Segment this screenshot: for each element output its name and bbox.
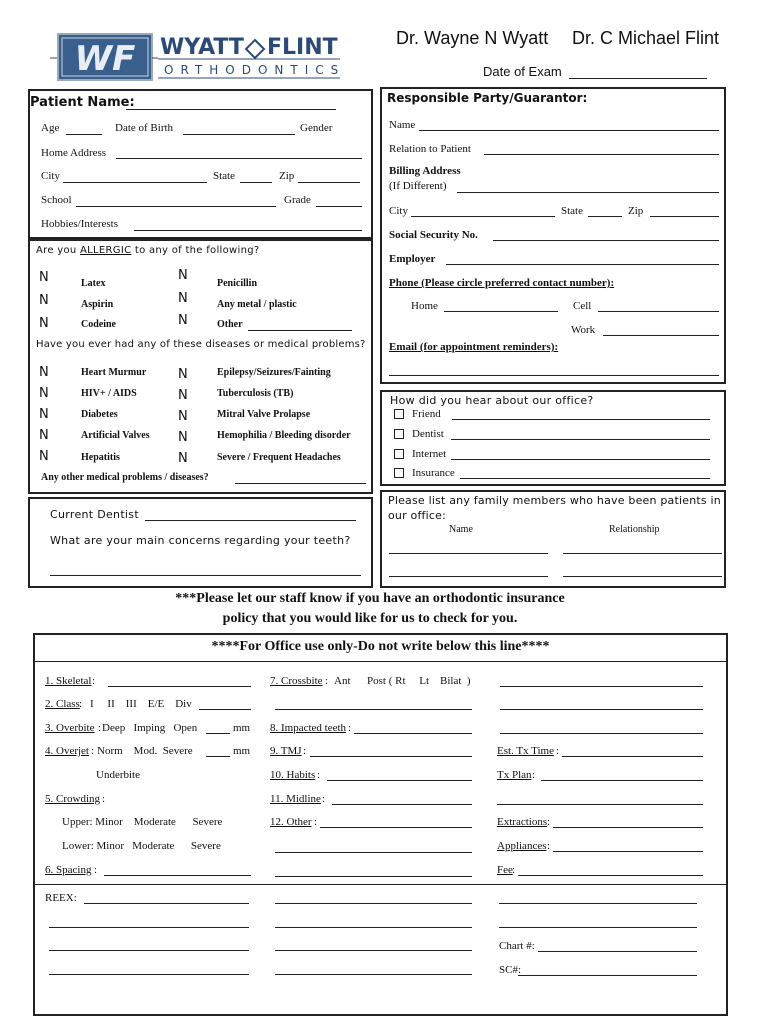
disease-diabetes: Diabetes (81, 409, 118, 420)
checkbox-dentist[interactable] (394, 429, 404, 439)
appliances-field[interactable] (553, 851, 703, 852)
allergy-latex: Latex (81, 278, 106, 289)
reex-label: REEX: (45, 892, 77, 904)
brand-wyatt: WYATT (160, 35, 244, 60)
allergy-question-post: to any of the following? (131, 245, 260, 256)
div-field[interactable] (199, 709, 251, 710)
concerns-label: What are your main concerns regarding your teeth? (50, 534, 351, 547)
family-title: Please list any family members who have been patients in our office: (388, 494, 721, 522)
patient-info-box (28, 89, 373, 239)
family-col-relationship: Relationship (609, 524, 660, 535)
overbite-options[interactable]: Deep Imping Open (102, 722, 198, 734)
date-of-exam-label: Date of Exam (483, 64, 562, 79)
zip-label: Zip (279, 170, 295, 182)
allergy-penicillin-mark[interactable]: N (178, 268, 188, 283)
doctor-flint: Dr. C Michael Flint (572, 28, 720, 48)
other-diseases-label: Any other medical problems / diseases? (41, 472, 209, 483)
reex-field-2[interactable] (49, 927, 249, 928)
overjet-label: 4. Overjet (45, 745, 89, 757)
impacted-field[interactable] (354, 733, 472, 734)
guarantor-state-label: State (561, 205, 583, 217)
skeletal-field[interactable] (108, 686, 251, 687)
disease-hepatitis: Hepatitis (81, 452, 120, 463)
disease-mark-9[interactable]: N (178, 430, 188, 445)
guarantor-city-field[interactable] (411, 216, 555, 217)
other-label: 12. Other (270, 816, 312, 828)
checkbox-insurance[interactable] (394, 468, 404, 478)
guarantor-zip-field[interactable] (650, 216, 719, 217)
tmj-field[interactable] (310, 756, 472, 757)
disease-mark-2[interactable]: N (39, 386, 49, 401)
crossbite-label: 7. Crossbite (270, 675, 323, 687)
fee-field[interactable] (518, 875, 703, 876)
disease-hiv: HIV+ / AIDS (81, 388, 137, 399)
allergy-metal: Any metal / plastic (217, 299, 297, 310)
office-divider-top (35, 661, 726, 662)
family-name-1[interactable] (389, 553, 548, 554)
guarantor-city-label: City (389, 205, 408, 217)
home-address-field[interactable] (116, 158, 362, 159)
referral-friend: Friend (412, 408, 441, 420)
reex-field-8[interactable] (275, 974, 472, 975)
other-field-2[interactable] (275, 852, 472, 853)
logo-emblem (48, 30, 348, 86)
work-phone-field[interactable] (603, 335, 719, 336)
practice-logo (48, 30, 348, 86)
disease-mark-4[interactable]: N (39, 428, 49, 443)
insurance-note-line2: policy that you would like for us to check for you. (222, 611, 518, 626)
tmj-label: 9. TMJ (270, 745, 302, 757)
phone-label: Phone (Please circle preferred contact number): (389, 277, 615, 289)
family-name-2[interactable] (389, 576, 548, 577)
reex-field-1[interactable] (84, 903, 249, 904)
chart-label: Chart #: (499, 940, 535, 952)
disease-headaches: Severe / Frequent Headaches (217, 452, 341, 463)
logo-letters: WF (74, 39, 136, 79)
office-use-title: ****For Office use only-Do not write below this line**** (211, 639, 550, 654)
checkbox-friend[interactable] (394, 409, 404, 419)
cell-phone-label: Cell (573, 300, 592, 312)
est-time-label: Est. Tx Time (497, 745, 554, 757)
crowding-label: 5. Crowding (45, 793, 100, 805)
tx-plan-field[interactable] (541, 780, 703, 781)
concerns-field[interactable] (50, 575, 361, 576)
relation-label: Relation to Patient (389, 143, 471, 155)
chart-field[interactable] (538, 951, 697, 952)
reex-field-6[interactable] (275, 927, 472, 928)
allergy-latex-mark[interactable]: N (39, 270, 49, 285)
allergy-aspirin: Aspirin (81, 299, 114, 310)
disease-mark-10[interactable]: N (178, 451, 188, 466)
overbite-mm: mm (233, 722, 251, 734)
class-options[interactable]: I II III E/E Div (90, 698, 192, 710)
dob-field[interactable] (183, 134, 295, 135)
overjet-mm: mm (233, 745, 251, 757)
disease-epilepsy: Epilepsy/Seizures/Fainting (217, 367, 331, 378)
employer-label: Employer (389, 253, 436, 265)
disease-tuberculosis: Tuberculosis (TB) (217, 388, 294, 399)
disease-artificial-valves: Artificial Valves (81, 430, 150, 441)
allergy-other: Other (217, 319, 243, 330)
other-field-3[interactable] (275, 876, 472, 877)
skeletal-label: 1. Skeletal (45, 675, 92, 687)
sc-field[interactable] (518, 975, 697, 976)
patient-name-field[interactable] (126, 109, 336, 110)
dob-label: Date of Birth (115, 122, 174, 134)
notes-field-2[interactable] (500, 709, 703, 710)
appliances-label: Appliances (497, 840, 547, 852)
billing-label: Billing Address (389, 165, 461, 177)
tx-plan-label: Tx Plan (497, 769, 532, 781)
reex-field-7[interactable] (275, 950, 472, 951)
extractions-label: Extractions (497, 816, 548, 828)
zip-field[interactable] (298, 182, 360, 183)
ssn-label: Social Security No. (389, 229, 478, 241)
disease-hemophilia: Hemophilia / Bleeding disorder (217, 430, 351, 441)
home-phone-field[interactable] (444, 311, 558, 312)
guarantor-name-field[interactable] (419, 130, 719, 131)
crossbite-field[interactable] (275, 709, 472, 710)
midline-field[interactable] (332, 804, 472, 805)
allergy-penicillin: Penicillin (217, 278, 257, 289)
habits-field[interactable] (327, 780, 472, 781)
brand-flint: FLINT (267, 35, 338, 60)
underbite-option[interactable]: Underbite (96, 769, 140, 781)
patient-name-label: Patient Name: (30, 95, 135, 110)
tx-plan-field-2[interactable] (497, 804, 703, 805)
guarantor-name-label: Name (389, 119, 416, 131)
other-field-1[interactable] (320, 827, 472, 828)
overjet-options[interactable]: Norm Mod. Severe (97, 745, 193, 757)
allergy-question (36, 245, 260, 256)
checkbox-internet[interactable] (394, 449, 404, 459)
referral-title: How did you hear about our office? (390, 394, 594, 407)
referral-friend-field[interactable] (452, 419, 710, 420)
email-field[interactable] (389, 375, 719, 376)
age-label: Age (41, 122, 60, 134)
disease-mark-3[interactable]: N (39, 407, 49, 422)
gender-label: Gender (300, 122, 333, 134)
allergy-aspirin-mark[interactable]: N (39, 293, 49, 308)
habits-label: 10. Habits (270, 769, 316, 781)
reex-field-3[interactable] (49, 950, 249, 951)
billing-field[interactable] (457, 192, 719, 193)
referral-insurance-field[interactable] (460, 478, 710, 479)
cell-phone-field[interactable] (598, 311, 719, 312)
allergy-keyword: ALLERGIC (80, 245, 132, 256)
state-field[interactable] (240, 182, 272, 183)
fee-label: Fee (497, 864, 513, 876)
extractions-field[interactable] (553, 827, 703, 828)
disease-mark-1[interactable]: N (39, 365, 49, 380)
midline-label: 11. Midline (270, 793, 321, 805)
home-phone-label: Home (411, 300, 438, 312)
city-label: City (41, 170, 60, 182)
guarantor-state-field[interactable] (588, 216, 622, 217)
if-different-label: (If Different) (389, 180, 447, 192)
disease-heart-murmur: Heart Murmur (81, 367, 147, 378)
allergy-other-mark[interactable]: N (178, 313, 188, 328)
spacing-label: 6. Spacing (45, 864, 92, 876)
crowding-upper[interactable]: Upper: Minor Moderate Severe (62, 816, 223, 828)
school-field[interactable] (76, 206, 276, 207)
family-relationship-1[interactable] (563, 553, 722, 554)
doctor-wyatt: Dr. Wayne N Wyatt (396, 28, 549, 48)
disease-question: Have you ever had any of these diseases or medical problems? (36, 339, 366, 350)
relation-field[interactable] (484, 154, 719, 155)
reex-field-9[interactable] (499, 903, 697, 904)
notes-field-1[interactable] (500, 686, 703, 687)
grade-label: Grade (284, 194, 311, 206)
referral-dentist: Dentist (412, 428, 444, 440)
crossbite-options[interactable]: Ant Post ( Rt Lt Bilat ) (334, 675, 471, 687)
other-diseases-field[interactable] (235, 483, 366, 484)
allergy-codeine-mark[interactable]: N (39, 316, 49, 331)
diamond-icon (246, 40, 264, 58)
disease-mark-7[interactable]: N (178, 388, 188, 403)
allergy-question-pre: Are you (36, 245, 81, 256)
work-phone-label: Work (571, 324, 596, 336)
allergy-codeine: Codeine (81, 319, 116, 330)
guarantor-zip-label: Zip (628, 205, 644, 217)
disease-mark-8[interactable]: N (178, 409, 188, 424)
referral-dentist-field[interactable] (451, 439, 710, 440)
allergy-other-field[interactable] (248, 330, 352, 331)
disease-mitral-valve: Mitral Valve Prolapse (217, 409, 311, 420)
brand-orthodontics: ORTHODONTICS (164, 63, 346, 77)
impacted-label: 8. Impacted teeth (270, 722, 347, 734)
allergy-metal-mark[interactable]: N (178, 291, 188, 306)
age-field[interactable] (66, 134, 102, 135)
current-dentist-label: Current Dentist (50, 508, 139, 521)
office-divider-bottom (35, 884, 726, 885)
disease-mark-5[interactable]: N (39, 449, 49, 464)
overbite-label: 3. Overbite (45, 722, 95, 734)
overbite-mm-field[interactable] (206, 733, 230, 734)
disease-mark-6[interactable]: N (178, 367, 188, 382)
guarantor-title: Responsible Party/Guarantor: (387, 91, 588, 105)
family-col-name: Name (449, 524, 473, 535)
city-field[interactable] (63, 182, 207, 183)
school-label: School (41, 194, 72, 206)
hobbies-field[interactable] (134, 230, 362, 231)
spacing-field[interactable] (104, 875, 251, 876)
notes-field-3[interactable] (500, 733, 703, 734)
crowding-lower[interactable]: Lower: Minor Moderate Severe (62, 840, 221, 852)
date-of-exam-field[interactable] (569, 78, 707, 79)
hobbies-label: Hobbies/Interests (41, 218, 118, 230)
referral-internet: Internet (412, 448, 447, 460)
reex-field-10[interactable] (499, 927, 697, 928)
home-address-label: Home Address (41, 147, 107, 159)
grade-field[interactable] (316, 206, 362, 207)
class-label: 2. Class (45, 698, 80, 710)
email-label: Email (for appointment reminders): (389, 341, 559, 353)
referral-insurance: Insurance (412, 467, 455, 479)
current-dentist-field[interactable] (145, 520, 356, 521)
reex-field-5[interactable] (275, 903, 472, 904)
insurance-note-line1: ***Please let our staff know if you have an orthodontic insurance (175, 591, 565, 606)
ssn-field[interactable] (493, 240, 719, 241)
sc-label: SC#: (499, 964, 522, 976)
employer-field[interactable] (446, 264, 719, 265)
referral-internet-field[interactable] (451, 459, 710, 460)
est-time-field[interactable] (562, 756, 703, 757)
state-label: State (213, 170, 235, 182)
reex-field-4[interactable] (49, 974, 249, 975)
family-relationship-2[interactable] (563, 576, 722, 577)
overjet-mm-field[interactable] (206, 756, 230, 757)
